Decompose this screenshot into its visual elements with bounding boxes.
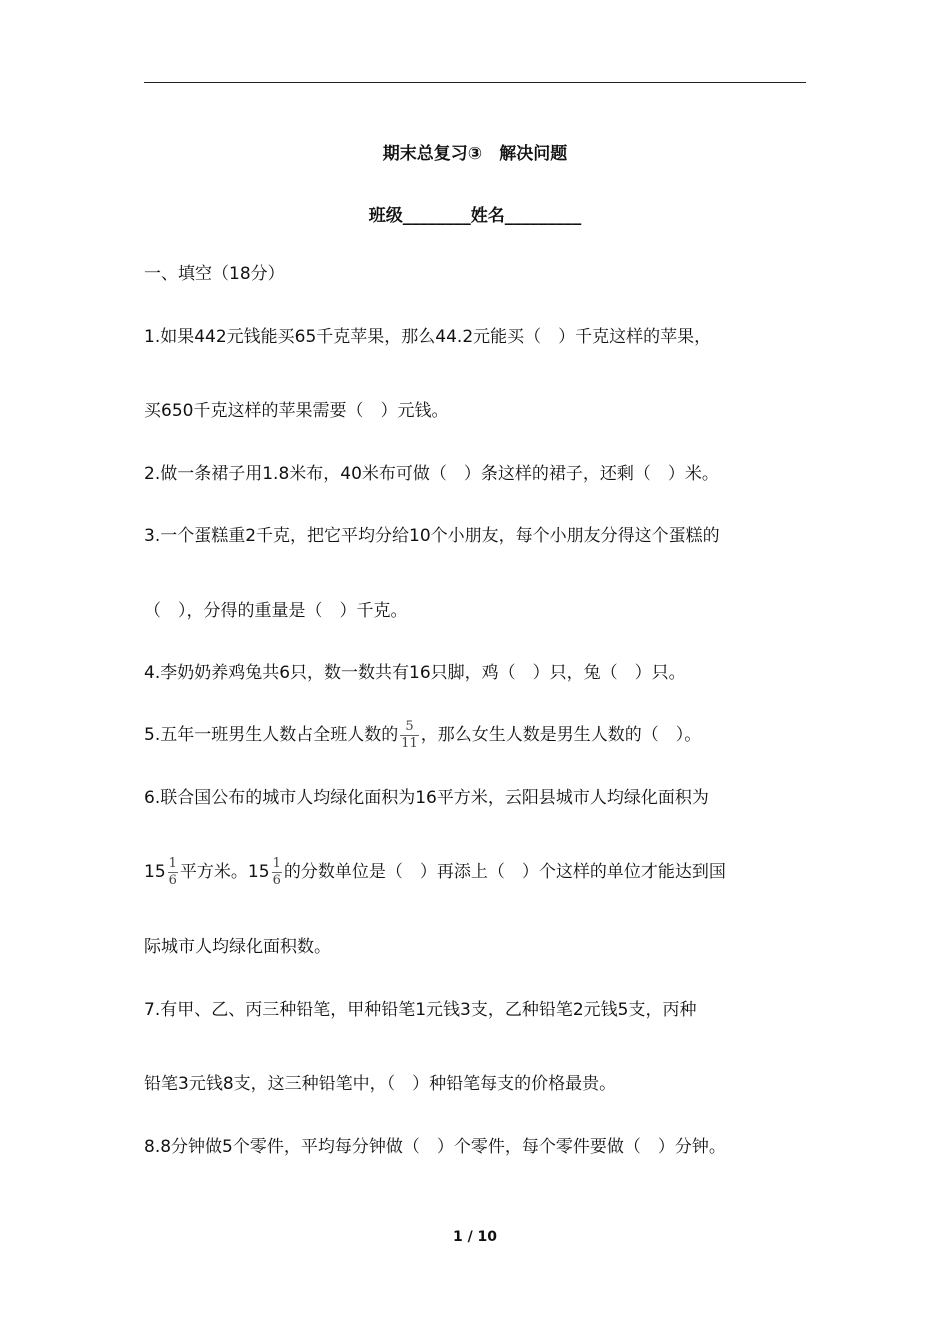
page-number: 1 / 10 bbox=[452, 1229, 498, 1245]
question-7-line-2: 铅笔3元钱8支，这三种铅笔中，（ ）种铅笔每支的价格最贵。 bbox=[144, 1074, 617, 1094]
question-6-text-a: 15 bbox=[144, 862, 166, 882]
question-1-line-2: 买650千克这样的苹果需要（ ）元钱。 bbox=[144, 401, 449, 421]
question-6-text-c: 的分数单位是（ ）再添上（ ）个这样的单位才能达到国 bbox=[283, 862, 726, 882]
question-2: 2.做一条裙子用1.8米布，40米布可做（ ）条这样的裙子，还剩（ ）米。 bbox=[144, 464, 719, 484]
fraction-5-11 bbox=[400, 720, 419, 751]
class-name-line: 班级________姓名_________ bbox=[368, 206, 582, 226]
fraction-denominator: 6 bbox=[272, 872, 281, 888]
fraction-1-6-first bbox=[168, 857, 178, 888]
fraction-numerator: 1 bbox=[168, 855, 177, 871]
section-heading: 一、填空（18分） bbox=[144, 264, 285, 284]
fraction-numerator: 1 bbox=[272, 855, 281, 871]
question-6-line-2 bbox=[144, 848, 726, 896]
page-title: 期末总复习③ 解决问题 bbox=[382, 144, 568, 164]
question-5-text-b: ，那么女生人数是男生人数的（ ）。 bbox=[420, 725, 702, 745]
fraction-numerator: 5 bbox=[405, 718, 414, 734]
question-8: 8.8分钟做5个零件，平均每分钟做（ ）个零件，每个零件要做（ ）分钟。 bbox=[144, 1137, 726, 1157]
question-6-line-3: 际城市人均绿化面积数。 bbox=[144, 937, 331, 957]
question-5 bbox=[144, 711, 701, 759]
question-3-line-2: （ ），分得的重量是（ ）千克。 bbox=[144, 601, 408, 621]
header-rule bbox=[144, 82, 806, 83]
question-6-text-b: 平方米。15 bbox=[179, 862, 270, 882]
fraction-denominator: 6 bbox=[168, 872, 177, 888]
question-5-text-a: 5.五年一班男生人数占全班人数的 bbox=[144, 725, 399, 745]
fraction-denominator: 11 bbox=[401, 735, 418, 751]
question-6-line-1: 6.联合国公布的城市人均绿化面积为16平方米，云阳县城市人均绿化面积为 bbox=[144, 788, 709, 808]
question-1-line-1: 1.如果442元钱能买65千克苹果，那么44.2元能买（ ）千克这样的苹果， bbox=[144, 327, 712, 347]
question-3-line-1: 3.一个蛋糕重2千克，把它平均分给10个小朋友，每个小朋友分得这个蛋糕的 bbox=[144, 526, 720, 546]
question-7-line-1: 7.有甲、乙、丙三种铅笔，甲种铅笔1元钱3支，乙种铅笔2元钱5支，丙种 bbox=[144, 1000, 697, 1020]
fraction-1-6-second bbox=[272, 857, 282, 888]
question-4: 4.李奶奶养鸡兔共6只，数一数共有16只脚，鸡（ ）只，兔（ ）只。 bbox=[144, 663, 686, 683]
